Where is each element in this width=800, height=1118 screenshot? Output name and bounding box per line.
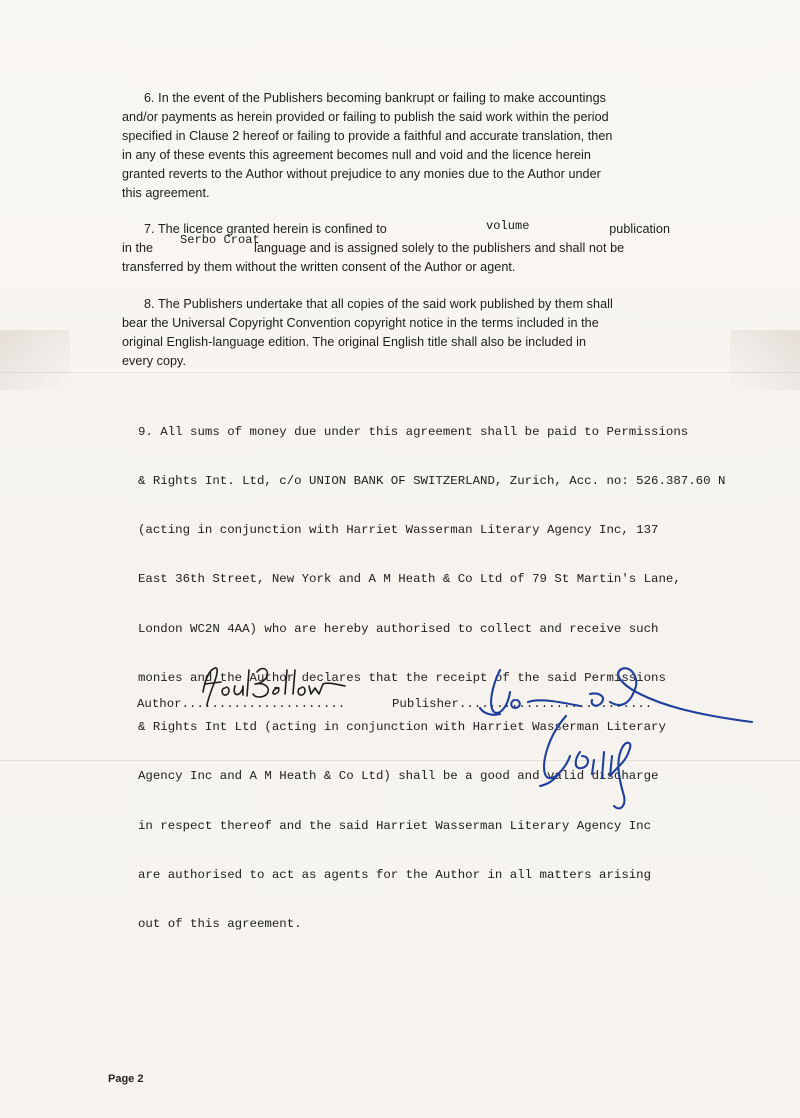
author-signature xyxy=(195,662,375,712)
clause-9-line: monies and the Author declares that the receipt of the said Permissions xyxy=(138,670,666,685)
clause-text: language and is assigned solely to the publishers and shall not be xyxy=(254,241,625,255)
clause-7 xyxy=(122,220,670,277)
clause-6-line: in any of these events this agreement becomes null and void and the licence herein xyxy=(122,148,591,162)
clause-8-line: original English-language edition. The original English title shall also be included in xyxy=(122,335,587,349)
clause-number: 7. xyxy=(144,222,155,236)
clause-7-line: transferred by them without the written consent of the Author or agent. xyxy=(122,260,516,274)
clause-text: The licence granted herein is confined to xyxy=(157,222,387,236)
clause-8-line: every copy. xyxy=(122,354,187,368)
clause-8-line: bear the Universal Copyright Convention copyright notice in the terms included in the xyxy=(122,316,599,330)
clause-9-line: 9. All sums of money due under this agreement shall be paid to Permissions xyxy=(138,424,689,439)
clause-9-line: East 36th Street, New York and A M Heath & Co Ltd of 79 St Martin's Lane, xyxy=(138,572,681,587)
fold-shadow xyxy=(0,330,70,390)
clause-6-line xyxy=(122,89,670,108)
fold-shadow xyxy=(730,330,800,390)
clause-9-line: in respect thereof and the said Harriet Wasserman Literary Agency Inc xyxy=(138,818,652,833)
author-dots: ...................... xyxy=(181,697,346,711)
clause-9-line: & Rights Int. Ltd, c/o UNION BANK OF SWITZERLAND, Zurich, Acc. no: 526.387.60 N xyxy=(138,474,726,489)
typed-fill-volume: volume xyxy=(486,219,530,233)
clause-9-line: & Rights Int Ltd (acting in conjunction with Harriet Wasserman Literary xyxy=(138,720,666,735)
clause-7-line xyxy=(122,233,670,258)
clause-6 xyxy=(122,89,670,203)
author-label: Author xyxy=(137,697,182,711)
clause-number: 6. xyxy=(144,91,155,105)
clause-text: The Publishers undertake that all copies of the said work published by them shall xyxy=(157,297,613,311)
clause-8 xyxy=(122,295,670,371)
clause-9-line: Agency Inc and A M Heath & Co Ltd) shall be a good and valid discharge xyxy=(138,769,659,784)
clause-6-line: and/or payments as herein provided or failing to publish the said work within the period xyxy=(122,110,609,124)
clause-8-line xyxy=(122,295,670,314)
publisher-label: Publisher xyxy=(392,697,459,711)
clause-9-line: (acting in conjunction with Harriet Wasserman Literary Agency Inc, 137 xyxy=(138,523,659,538)
clause-6-line: granted reverts to the Author without prejudice to any monies due to the Author under xyxy=(122,167,601,181)
clause-text: in the xyxy=(122,241,154,255)
paper-fold-line xyxy=(0,372,800,373)
clause-text: In the event of the Publishers becoming bankrupt or failing to make accountings xyxy=(158,91,606,105)
page-number: Page 2 xyxy=(108,1073,144,1085)
clause-number: 8. xyxy=(144,297,155,311)
typed-fill-language: Serbo Croat xyxy=(180,233,260,247)
clause-6-line: this agreement. xyxy=(122,186,210,200)
clause-text: publication xyxy=(609,222,670,236)
clause-9-line: are authorised to act as agents for the Author in all matters arising xyxy=(138,867,652,882)
clause-6-line: specified in Clause 2 hereof or failing to provide a faithful and accurate translation, then xyxy=(122,129,613,143)
publisher-signature xyxy=(470,656,760,816)
clause-9-line: London WC2N 4AA) who are hereby authorised to collect and receive such xyxy=(138,621,659,636)
clause-9-line: out of this agreement. xyxy=(138,917,302,931)
publisher-dots: .......................... xyxy=(458,697,653,711)
